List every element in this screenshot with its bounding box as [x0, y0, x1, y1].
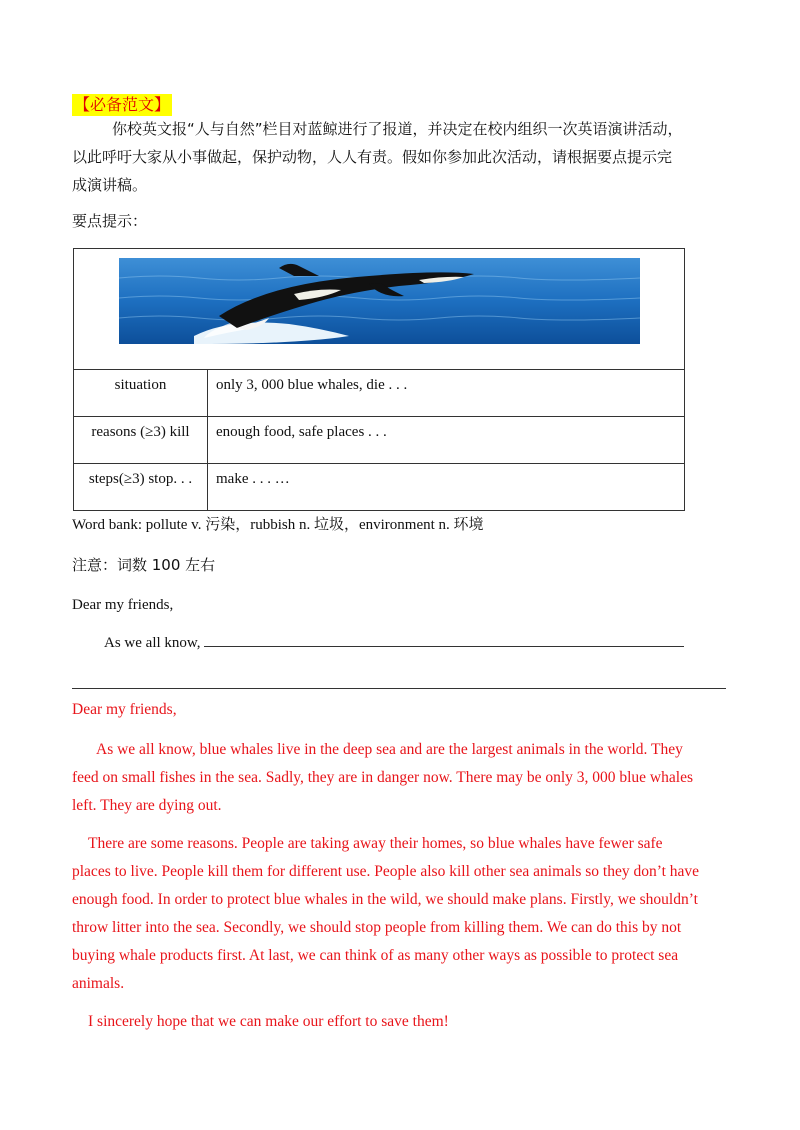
sample-paragraph-1	[72, 736, 693, 820]
prompt-line-3: 成演讲稿。	[72, 176, 148, 194]
answer-blank[interactable]	[204, 632, 684, 647]
image-cell	[74, 249, 685, 370]
sample-greeting: Dear my friends,	[72, 701, 177, 718]
sample-line: left. They are dying out.	[72, 797, 222, 814]
orca-photo	[119, 258, 640, 344]
template-greeting: Dear my friends,	[72, 597, 174, 613]
section-tag: 【必备范文】	[74, 95, 171, 114]
divider-line	[72, 688, 726, 689]
template-opening	[104, 630, 684, 656]
tips-label: reasons (≥3) kill	[74, 417, 208, 464]
prompt-line-2: 以此呼吁大家从小事做起，保护动物，人人有责。假如你参加此次活动，请根据要点提示完	[72, 148, 673, 166]
tips-row-steps	[74, 464, 685, 511]
sample-paragraph-2	[72, 830, 699, 998]
tips-label: situation	[74, 370, 208, 417]
sample-line: enough food. In order to protect blue whales in the wild, we should make plans. Firstly, we shouldn’t	[72, 891, 698, 908]
tips-label: steps(≥3) stop. . .	[74, 464, 208, 511]
tips-row-situation	[74, 370, 685, 417]
tips-content: only 3, 000 blue whales, die . . .	[208, 370, 685, 417]
sample-line: throw litter into the sea. Secondly, we should stop people from killing them. We can do this by not	[72, 919, 682, 936]
tips-content: make . . . …	[208, 464, 685, 511]
sample-closing: I sincerely hope that we can make our effort to save them!	[88, 1013, 449, 1030]
prompt-line-1: 你校英文报“人与自然”栏目对蓝鲸进行了报道，并决定在校内组织一次英语演讲活动，	[112, 120, 683, 138]
sample-line: buying whale products first. At last, we can think of as many other ways as possible to protect sea	[72, 947, 679, 964]
tips-content: enough food, safe places . . .	[208, 417, 685, 464]
sample-line: As we all know, blue whales live in the deep sea and are the largest animals in the world. They	[96, 741, 683, 758]
sample-line: animals.	[72, 975, 125, 992]
tips-table	[73, 248, 685, 511]
tips-row-reasons	[74, 417, 685, 464]
word-bank: Word bank: pollute v. 污染，rubbish n. 垃圾，environment n. 环境	[72, 517, 484, 533]
word-count-note: 注意：词数 100 左右	[72, 556, 216, 574]
sample-line: feed on small fishes in the sea. Sadly, they are in danger now. There may be only 3, 000 blue whales	[72, 769, 693, 786]
sample-line: places to live. People kill them for different use. People also kill other sea animals so they don’t have	[72, 863, 700, 880]
tips-heading: 要点提示：	[72, 212, 148, 230]
template-opening-text: As we all know,	[104, 635, 201, 651]
sample-line: There are some reasons. People are taking away their homes, so blue whales have fewer safe	[88, 835, 663, 852]
